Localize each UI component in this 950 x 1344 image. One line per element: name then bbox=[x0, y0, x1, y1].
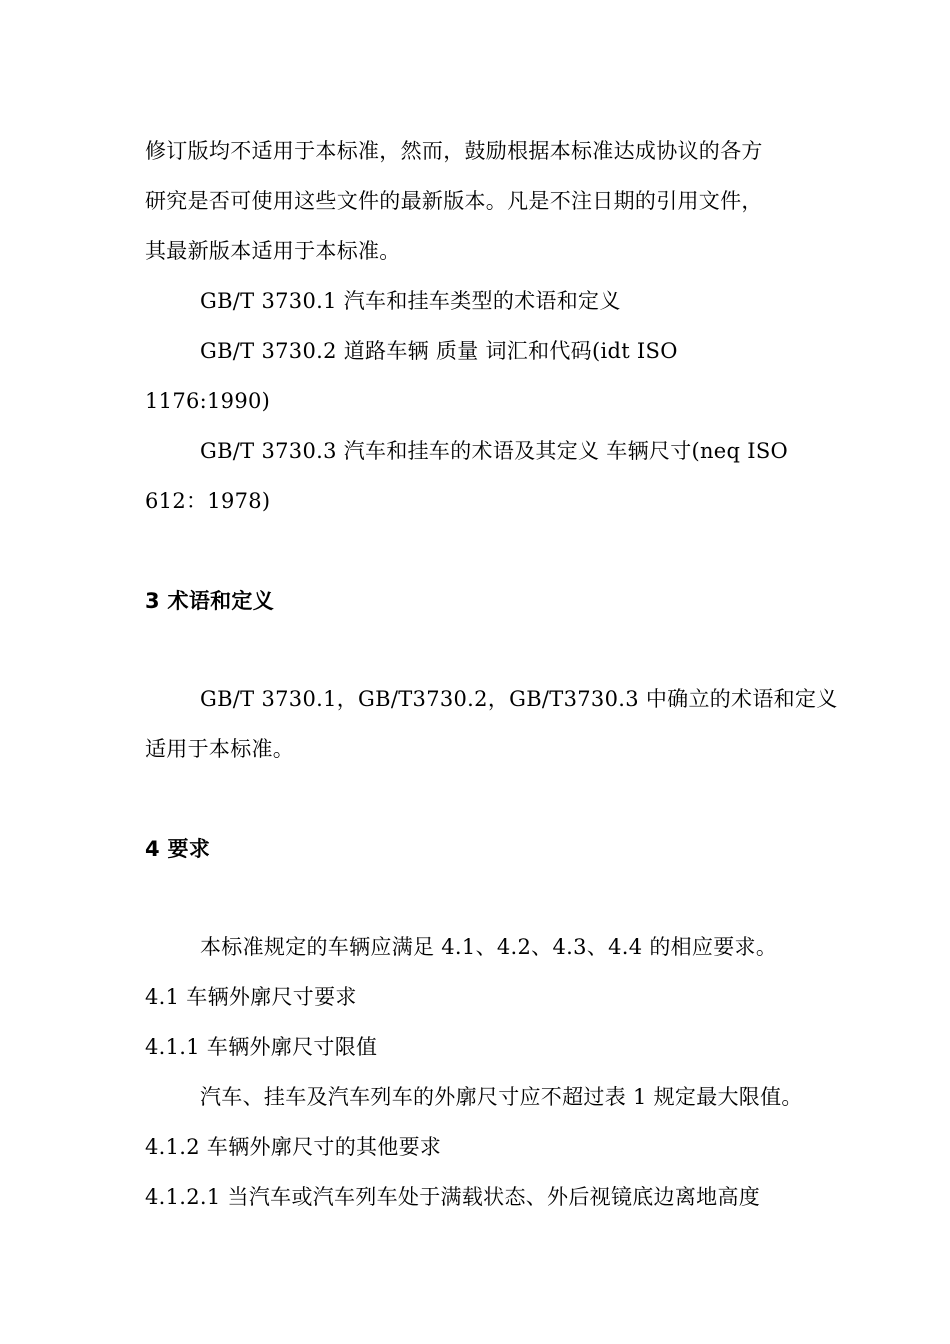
section-body-line: 汽车、挂车及汽车列车的外廓尺寸应不超过表 1 规定最大限值。 bbox=[200, 1085, 803, 1109]
subsection-heading: 4.1.1 车辆外廓尺寸限值 bbox=[145, 1035, 378, 1059]
section-heading: 3 术语和定义 bbox=[145, 589, 275, 613]
subsection-heading: 4.1.2.1 当汽车或汽车列车处于满载状态、外后视镜底边离地高度 bbox=[145, 1185, 761, 1209]
reference-item: GB/T 3730.3 汽车和挂车的术语及其定义 车辆尺寸(neq ISO bbox=[200, 439, 789, 463]
reference-item: GB/T 3730.2 道路车辆 质量 词汇和代码(idt ISO bbox=[200, 339, 678, 363]
subsection-heading: 4.1.2 车辆外廓尺寸的其他要求 bbox=[145, 1135, 442, 1159]
section-body-line: 本标准规定的车辆应满足 4.1、4.2、4.3、4.4 的相应要求。 bbox=[200, 935, 778, 959]
section-body-line: GB/T 3730.1，GB/T3730.2，GB/T3730.3 中确立的术语和定义 bbox=[200, 687, 838, 711]
paragraph-line: 其最新版本适用于本标准。 bbox=[145, 239, 401, 263]
paragraph-line: 研究是否可使用这些文件的最新版本。凡是不注日期的引用文件， bbox=[145, 189, 763, 213]
subsection-heading: 4.1 车辆外廓尺寸要求 bbox=[145, 985, 357, 1009]
section-heading: 4 要求 bbox=[145, 837, 211, 861]
reference-item-continuation: 612：1978) bbox=[145, 489, 271, 513]
reference-item: GB/T 3730.1 汽车和挂车类型的术语和定义 bbox=[200, 289, 621, 313]
reference-item-continuation: 1176:1990) bbox=[145, 389, 271, 413]
paragraph-line: 修订版均不适用于本标准，然而，鼓励根据本标准达成协议的各方 bbox=[145, 139, 763, 163]
section-body-line: 适用于本标准。 bbox=[145, 737, 295, 761]
